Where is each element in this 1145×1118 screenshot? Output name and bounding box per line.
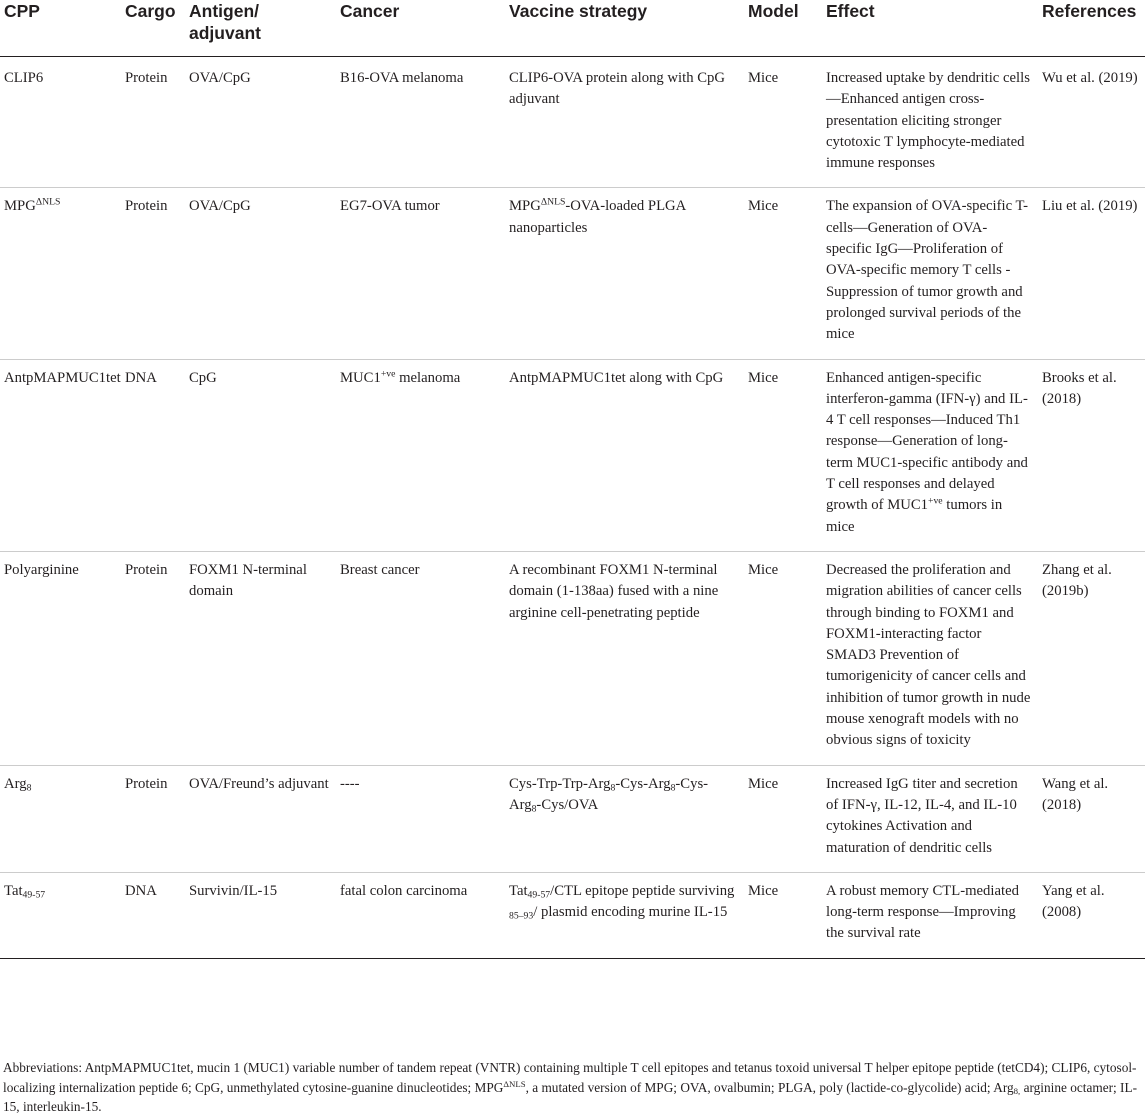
table-row (0, 188, 1145, 359)
cell-model: Mice (744, 359, 822, 551)
cell-model: Mice (744, 57, 822, 188)
cell-cargo: Protein (121, 188, 185, 359)
cell-strategy (505, 872, 744, 958)
cell-cancer: B16-OVA melanoma (336, 57, 505, 188)
cell-reference: Wang et al. (2018) (1038, 765, 1145, 872)
cell-cpp: AntpMAPMUC1tet (0, 359, 121, 551)
cell-cpp (0, 872, 121, 958)
strategy-base: MPG (509, 198, 541, 215)
table-row (0, 872, 1145, 958)
strategy-subscript: 8 (610, 782, 616, 794)
header-effect: Effect (822, 0, 1038, 57)
cell-model: Mice (744, 188, 822, 359)
header-cargo: Cargo (121, 0, 185, 57)
cell-reference: Brooks et al. (2018) (1038, 359, 1145, 551)
strategy-subscript: 8 (670, 782, 676, 794)
cell-model: Mice (744, 551, 822, 765)
cell-effect: The expansion of OVA-specific T-cells—Generation of OVA-specific IgG—Proliferation of OVA-specific memory T cells - Suppression of tumor growth and prolonged survival periods of the mice (822, 188, 1038, 359)
cell-antigen: FOXM1 N-terminal domain (185, 551, 336, 765)
cell-reference: Yang et al. (2008) (1038, 872, 1145, 958)
table-row (0, 359, 1145, 551)
cpp-superscript: ΔNLS (35, 197, 61, 209)
strategy-part: Tat (509, 882, 528, 899)
cell-antigen: Survivin/IL-15 (185, 872, 336, 958)
cell-strategy (505, 188, 744, 359)
table-row (0, 765, 1145, 872)
strategy-rest: -OVA-loaded PLGA nanoparticles (509, 198, 686, 236)
effect-main: Enhanced antigen-specific interferon-gamma (IFN-γ) and IL-4 T cell responses—Induced Th1 response—Generation of long-term MUC1-specific antibody and T cell responses and delayed growth of MUC1 (826, 369, 1028, 514)
cell-strategy: A recombinant FOXM1 N-terminal domain (1-138aa) fused with a nine arginine cell-penetrating peptide (505, 551, 744, 765)
footnote-subscript: 8, (1013, 1085, 1021, 1096)
cell-effect: Increased uptake by dendritic cells—Enhanced antigen cross-presentation eliciting stronger cytotoxic T lymphocyte-mediated immune responses (822, 57, 1038, 188)
cell-cargo: Protein (121, 57, 185, 188)
table-row (0, 551, 1145, 765)
cell-reference: Wu et al. (2019) (1038, 57, 1145, 188)
cell-strategy: CLIP6-OVA protein along with CpG adjuvant (505, 57, 744, 188)
cpp-subscript: 49-57 (22, 889, 46, 901)
header-cpp: CPP (0, 0, 121, 57)
cell-antigen: OVA/CpG (185, 188, 336, 359)
header-references: References (1038, 0, 1145, 57)
cell-cancer: ---- (336, 765, 505, 872)
strategy-subscript: 49-57 (527, 889, 551, 901)
cell-cargo: DNA (121, 359, 185, 551)
cell-antigen: CpG (185, 359, 336, 551)
cell-reference: Zhang et al. (2019b) (1038, 551, 1145, 765)
cell-model: Mice (744, 765, 822, 872)
footnote-text: Abbreviations: AntpMAPMUC1tet, mucin 1 (MUC1) variable number of tandem repeat (VNTR) containing multiple T cell epitopes and tetanus toxoid universal T helper epitope peptide (tetCD4); CLIP6, cytosol-localizing internalization peptide 6; CpG, unmethylated cytosine-guanine dinucleotides; MPG (3, 1060, 1137, 1095)
cell-cancer: Breast cancer (336, 551, 505, 765)
footnote-text: , a mutated version of MPG; OVA, ovalbumin; PLGA, poly (lactide-co-glycolide) acid; Arg (525, 1079, 1014, 1095)
strategy-part: Cys-Trp-Trp-Arg (509, 775, 611, 792)
cpp-base: MPG (4, 198, 36, 215)
cell-cpp: CLIP6 (0, 57, 121, 188)
cell-cargo: DNA (121, 872, 185, 958)
table-footnote (3, 1058, 1141, 1117)
cancer-rest: melanoma (395, 369, 461, 386)
cell-cargo: Protein (121, 551, 185, 765)
cell-cpp (0, 765, 121, 872)
cell-strategy (505, 765, 744, 872)
cpp-base: Tat (4, 882, 23, 899)
cpp-subscript: 8 (26, 782, 32, 794)
cell-effect: Decreased the proliferation and migration abilities of cancer cells through binding to FOXM1 and FOXM1-interacting factor SMAD3 Prevention of tumorigenicity of cancer cells and inhibition of tumor growth in nude mouse xenograft models with no obvious signs of toxicity (822, 551, 1038, 765)
cancer-superscript: +ve (380, 368, 396, 380)
cell-cancer: EG7-OVA tumor (336, 188, 505, 359)
cancer-base: MUC1 (340, 369, 381, 386)
cell-cpp: Polyarginine (0, 551, 121, 765)
cell-cancer: fatal colon carcinoma (336, 872, 505, 958)
header-antigen-adjuvant: Antigen/ adjuvant (185, 0, 336, 57)
strategy-superscript: ΔNLS (540, 197, 566, 209)
effect-superscript: +ve (928, 496, 943, 508)
table-header-row (0, 0, 1145, 57)
strategy-part: / plasmid encoding murine IL-15 (533, 904, 728, 921)
cell-strategy: AntpMAPMUC1tet along with CpG (505, 359, 744, 551)
cell-cancer (336, 359, 505, 551)
header-cancer: Cancer (336, 0, 505, 57)
strategy-part: /CTL epitope peptide surviving (550, 882, 735, 899)
cpp-base: Arg (4, 775, 27, 792)
cell-effect (822, 359, 1038, 551)
cell-model: Mice (744, 872, 822, 958)
cell-effect: A robust memory CTL-mediated long-term response—Improving the survival rate (822, 872, 1038, 958)
strategy-part: -Cys-Arg (615, 775, 671, 792)
cell-effect: Increased IgG titer and secretion of IFN-γ, IL-12, IL-4, and IL-10 cytokines Activation and maturation of dendritic cells (822, 765, 1038, 872)
cell-cargo: Protein (121, 765, 185, 872)
footnote-text: arginine octamer; IL-15, interleukin-15. (3, 1079, 1138, 1114)
cell-cpp (0, 188, 121, 359)
header-vaccine-strategy: Vaccine strategy (505, 0, 744, 57)
effect-tail: tumors in mice (826, 497, 1003, 535)
strategy-part: -Cys-Arg (509, 775, 709, 813)
strategy-subscript: 85–93 (509, 910, 534, 922)
cell-reference: Liu et al. (2019) (1038, 188, 1145, 359)
cell-antigen: OVA/Freund’s adjuvant (185, 765, 336, 872)
table-row (0, 57, 1145, 188)
cell-antigen: OVA/CpG (185, 57, 336, 188)
strategy-subscript: 8 (531, 803, 537, 815)
header-model: Model (744, 0, 822, 57)
strategy-part: -Cys/OVA (536, 796, 599, 813)
footnote-superscript: ΔNLS (503, 1078, 526, 1089)
